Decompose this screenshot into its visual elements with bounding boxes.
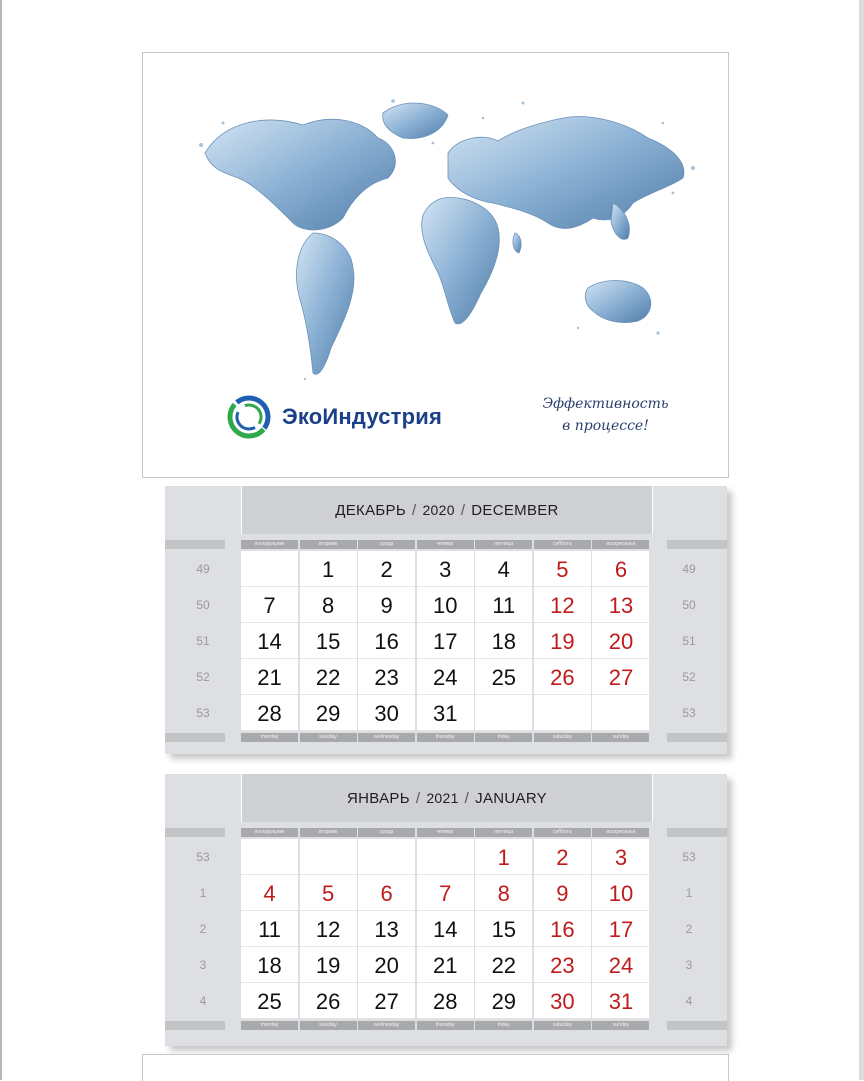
- day-cell: 26: [534, 659, 591, 695]
- week-number-left: 2: [199, 922, 207, 936]
- slogan-line-2: в процессе!: [562, 418, 649, 434]
- month-name-en: DECEMBER: [471, 501, 559, 519]
- day-cell: 22: [300, 659, 357, 695]
- week-days: [241, 911, 651, 947]
- weekday-label-en: wednesday: [358, 733, 415, 742]
- company-logo: [226, 395, 442, 439]
- weekday-label-en: friday: [475, 733, 532, 742]
- week-row: [165, 947, 727, 983]
- page-border-left: [0, 0, 2, 1080]
- water-splash-world-map-image: [193, 83, 703, 383]
- empty-day-cell: [241, 839, 298, 875]
- empty-day-cell: [358, 839, 415, 875]
- slogan-line-1: Эффективность: [542, 396, 669, 412]
- day-cell: 5: [300, 875, 357, 911]
- day-cell: 15: [475, 911, 532, 947]
- week-number-right: 49: [682, 562, 696, 576]
- week-days: [241, 983, 651, 1019]
- week-days: [241, 659, 651, 695]
- day-cell: 10: [592, 875, 649, 911]
- day-cell: 28: [241, 695, 298, 731]
- day-cell: 16: [534, 911, 591, 947]
- empty-day-cell: [592, 695, 649, 731]
- week-row: [165, 551, 727, 587]
- day-cell: 16: [358, 623, 415, 659]
- day-cell: 29: [300, 695, 357, 731]
- week-days: [241, 551, 651, 587]
- weekday-label-ru: воскресенье: [592, 540, 649, 549]
- day-cell: 21: [241, 659, 298, 695]
- day-cell: 9: [358, 587, 415, 623]
- day-cell: 31: [417, 695, 474, 731]
- weekday-label-en: wednesday: [358, 1021, 415, 1030]
- weekday-label-ru: четверг: [417, 828, 474, 837]
- week-row: [165, 623, 727, 659]
- weekday-strip-right-bottom: [667, 733, 727, 742]
- weekday-strip-left: [165, 540, 225, 549]
- week-number-left: 1: [199, 886, 207, 900]
- week-row: [165, 587, 727, 623]
- day-cell: 31: [592, 983, 649, 1019]
- title-separator: /: [411, 501, 417, 519]
- day-cell: 11: [475, 587, 532, 623]
- day-cell: 23: [358, 659, 415, 695]
- month-day-grid: [165, 839, 727, 1019]
- day-cell: 4: [241, 875, 298, 911]
- week-row: [165, 911, 727, 947]
- week-number-right: 52: [682, 670, 696, 684]
- weekday-footer-en: [241, 1021, 651, 1030]
- title-separator: /: [460, 501, 466, 519]
- week-number-left: 53: [196, 706, 210, 720]
- week-number-right: 2: [685, 922, 693, 936]
- day-cell: 25: [475, 659, 532, 695]
- month-block-december: [165, 486, 727, 754]
- day-cell: 5: [534, 551, 591, 587]
- week-days: [241, 587, 651, 623]
- day-cell: 30: [534, 983, 591, 1019]
- day-cell: 26: [300, 983, 357, 1019]
- week-row: [165, 875, 727, 911]
- weekday-label-ru: четверг: [417, 540, 474, 549]
- day-cell: 13: [592, 587, 649, 623]
- calendar-header-panel: [142, 52, 729, 478]
- day-cell: 14: [417, 911, 474, 947]
- weekday-label-en: thursday: [417, 1021, 474, 1030]
- day-cell: 27: [592, 659, 649, 695]
- title-separator: /: [415, 789, 421, 807]
- weekday-label-en: saturday: [534, 733, 591, 742]
- day-cell: 23: [534, 947, 591, 983]
- day-cell: 20: [592, 623, 649, 659]
- empty-day-cell: [300, 839, 357, 875]
- weekday-label-ru: понедельник: [241, 828, 298, 837]
- day-cell: 6: [358, 875, 415, 911]
- week-number-left: 50: [196, 598, 210, 612]
- week-number-left: 52: [196, 670, 210, 684]
- day-cell: 3: [417, 551, 474, 587]
- day-cell: 13: [358, 911, 415, 947]
- day-cell: 12: [534, 587, 591, 623]
- day-cell: 24: [417, 659, 474, 695]
- weekday-strip-right: [667, 540, 727, 549]
- weekday-label-ru: понедельник: [241, 540, 298, 549]
- day-cell: 6: [592, 551, 649, 587]
- day-cell: 12: [300, 911, 357, 947]
- week-row: [165, 839, 727, 875]
- day-cell: 20: [358, 947, 415, 983]
- day-cell: 19: [300, 947, 357, 983]
- week-number-left: 51: [196, 634, 210, 648]
- page-border-right: [859, 0, 864, 1080]
- week-days: [241, 839, 651, 875]
- weekday-label-ru: среда: [358, 540, 415, 549]
- day-cell: 4: [475, 551, 532, 587]
- weekday-label-ru: вторник: [300, 828, 357, 837]
- day-cell: 10: [417, 587, 474, 623]
- weekday-label-en: tuesday: [300, 733, 357, 742]
- day-cell: 8: [475, 875, 532, 911]
- day-cell: 27: [358, 983, 415, 1019]
- day-cell: 28: [417, 983, 474, 1019]
- month-year: 2020: [422, 502, 455, 518]
- week-number-left: 4: [199, 994, 207, 1008]
- day-cell: 18: [241, 947, 298, 983]
- day-cell: 22: [475, 947, 532, 983]
- month-name-ru: ЯНВАРЬ: [347, 789, 410, 807]
- empty-day-cell: [417, 839, 474, 875]
- week-number-right: 53: [682, 706, 696, 720]
- month-block-january: [165, 774, 727, 1046]
- day-cell: 30: [358, 695, 415, 731]
- empty-day-cell: [475, 695, 532, 731]
- week-row: [165, 695, 727, 731]
- day-cell: 18: [475, 623, 532, 659]
- day-cell: 29: [475, 983, 532, 1019]
- week-number-left: 49: [196, 562, 210, 576]
- weekday-label-en: friday: [475, 1021, 532, 1030]
- day-cell: 8: [300, 587, 357, 623]
- day-cell: 21: [417, 947, 474, 983]
- day-cell: 17: [592, 911, 649, 947]
- weekday-strip-right: [667, 828, 727, 837]
- empty-day-cell: [534, 695, 591, 731]
- weekday-label-ru: пятница: [475, 828, 532, 837]
- week-number-left: 3: [199, 958, 207, 972]
- weekday-label-en: saturday: [534, 1021, 591, 1030]
- weekday-strip-left-bottom: [165, 733, 225, 742]
- logo-swirl-icon: [226, 394, 272, 440]
- weekday-label-ru: суббота: [534, 540, 591, 549]
- month-title: [241, 774, 653, 822]
- weekday-label-ru: пятница: [475, 540, 532, 549]
- weekday-label-en: tuesday: [300, 1021, 357, 1030]
- week-number-right: 53: [682, 850, 696, 864]
- weekday-strip-right-bottom: [667, 1021, 727, 1030]
- day-cell: 7: [417, 875, 474, 911]
- weekday-strip-left: [165, 828, 225, 837]
- slogan: [513, 393, 698, 437]
- weekday-footer-en: [241, 733, 651, 742]
- day-cell: 1: [475, 839, 532, 875]
- weekday-strip-left-bottom: [165, 1021, 225, 1030]
- month-name-ru: ДЕКАБРЬ: [335, 501, 406, 519]
- day-cell: 14: [241, 623, 298, 659]
- weekday-label-en: monday: [241, 1021, 298, 1030]
- weekday-header-ru: [241, 828, 651, 837]
- week-number-right: 4: [685, 994, 693, 1008]
- week-row: [165, 659, 727, 695]
- week-number-right: 1: [685, 886, 693, 900]
- weekday-header-ru: [241, 540, 651, 549]
- day-cell: 17: [417, 623, 474, 659]
- month-year: 2021: [426, 790, 459, 806]
- day-cell: 25: [241, 983, 298, 1019]
- week-number-right: 51: [682, 634, 696, 648]
- week-days: [241, 875, 651, 911]
- weekday-label-en: thursday: [417, 733, 474, 742]
- week-days: [241, 623, 651, 659]
- day-cell: 11: [241, 911, 298, 947]
- week-days: [241, 695, 651, 731]
- day-cell: 2: [358, 551, 415, 587]
- month-title: [241, 486, 653, 534]
- week-number-right: 3: [685, 958, 693, 972]
- company-name: ЭкоИндустрия: [282, 404, 443, 429]
- day-cell: 7: [241, 587, 298, 623]
- weekday-label-ru: воскресенье: [592, 828, 649, 837]
- title-separator: /: [464, 789, 470, 807]
- day-cell: 2: [534, 839, 591, 875]
- weekday-label-ru: среда: [358, 828, 415, 837]
- day-cell: 15: [300, 623, 357, 659]
- weekday-label-en: sunday: [592, 1021, 649, 1030]
- day-cell: 19: [534, 623, 591, 659]
- week-days: [241, 947, 651, 983]
- week-number-left: 53: [196, 850, 210, 864]
- next-month-block-partial: [142, 1054, 729, 1081]
- empty-day-cell: [241, 551, 298, 587]
- day-cell: 3: [592, 839, 649, 875]
- weekday-label-en: monday: [241, 733, 298, 742]
- weekday-label-ru: суббота: [534, 828, 591, 837]
- weekday-label-en: sunday: [592, 733, 649, 742]
- day-cell: 24: [592, 947, 649, 983]
- weekday-label-ru: вторник: [300, 540, 357, 549]
- week-row: [165, 983, 727, 1019]
- month-day-grid: [165, 551, 727, 731]
- day-cell: 1: [300, 551, 357, 587]
- day-cell: 9: [534, 875, 591, 911]
- month-name-en: JANUARY: [475, 789, 547, 807]
- week-number-right: 50: [682, 598, 696, 612]
